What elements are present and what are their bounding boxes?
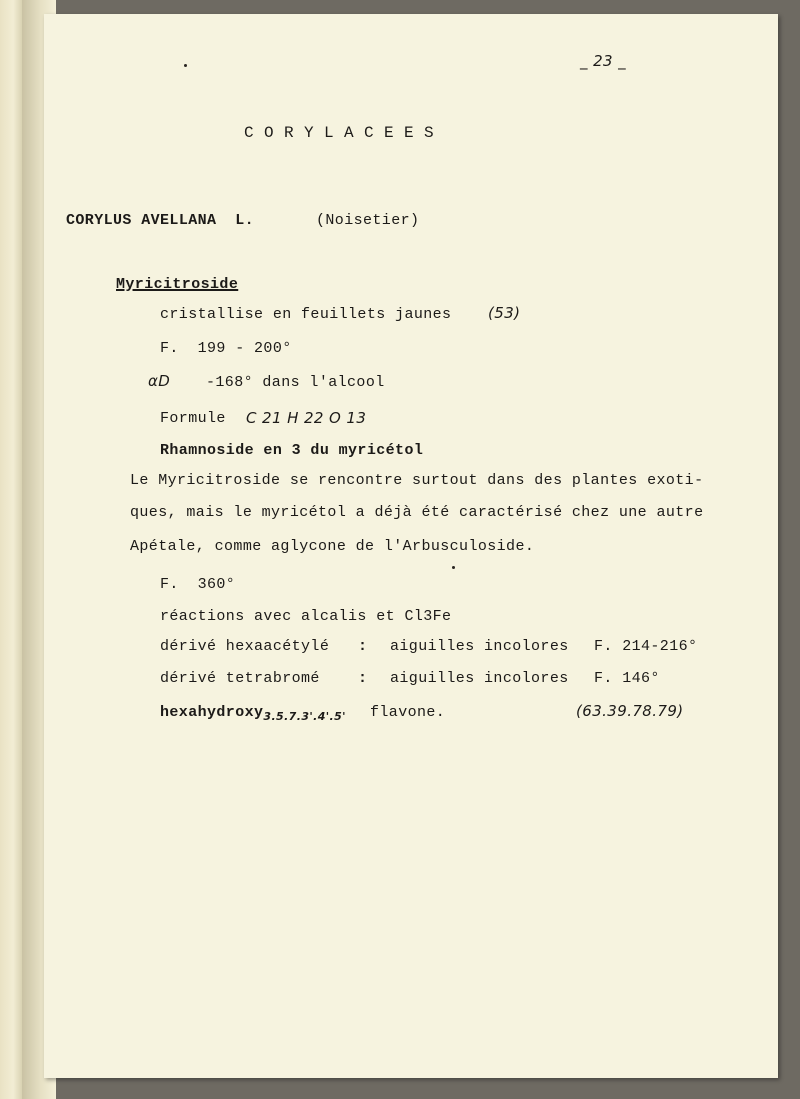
formula-value: C 21 H 22 O 13 [246, 409, 367, 427]
hexahydroxy-text: hexahydroxy [160, 704, 264, 721]
adjacent-page-edge [0, 0, 22, 1099]
page-number: _ 23 _ [580, 52, 627, 70]
rotation-symbol: αD [148, 372, 171, 390]
document-page [44, 14, 778, 1078]
aglycone-melting: F. 360° [160, 576, 236, 593]
paragraph-line-3: Apétale, comme aglycone de l'Arbusculoside. [130, 538, 535, 555]
derivative-1-name: dérivé hexaacétylé [160, 638, 330, 655]
aglycone-reactions: réactions avec alcalis et Cl3Fe [160, 608, 452, 625]
derivative-1-separator: : [358, 638, 368, 655]
species-name: CORYLUS AVELLANA L. [66, 212, 255, 229]
ink-speck [184, 64, 187, 67]
compound-line-crystal: cristallise en feuillets jaunes [160, 306, 452, 323]
derivative-1-description: aiguilles incolores [390, 638, 569, 655]
derivative-2-melting: F. 146° [594, 670, 660, 687]
paragraph-line-2: ques, mais le myricétol a déjà été caractérisé chez une autre [130, 504, 704, 521]
ink-speck [452, 566, 455, 569]
compound-line-melting: F. 199 - 200° [160, 340, 292, 357]
bibliography-references: (63.39.78.79) [576, 702, 684, 720]
formula-label: Formule [160, 410, 226, 427]
rotation-value: -168° dans l'alcool [206, 374, 385, 391]
family-title: C O R Y L A C E E S [244, 124, 435, 142]
compound-heading: Myricitroside [116, 276, 239, 293]
hexahydroxy-positions: 3.5.7.3'.4'.5' [263, 710, 346, 723]
crystal-reference: (53) [488, 304, 521, 322]
species-common-name: (Noisetier) [316, 212, 420, 229]
derivative-2-name: dérivé tetrabromé [160, 670, 320, 687]
derivative-2-separator: : [358, 670, 368, 687]
hexahydroxy-name [160, 704, 346, 721]
derivative-1-melting: F. 214-216° [594, 638, 698, 655]
derivative-2-description: aiguilles incolores [390, 670, 569, 687]
rhamnoside-line: Rhamnoside en 3 du myricétol [160, 442, 424, 459]
hexahydroxy-suffix: flavone. [370, 704, 446, 721]
paragraph-line-1: Le Myricitroside se rencontre surtout dans des plantes exoti- [130, 472, 704, 489]
